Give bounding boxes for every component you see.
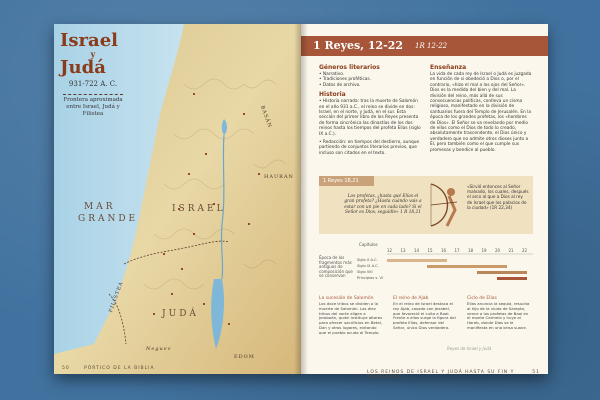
label-neguev: Neguev xyxy=(146,346,172,352)
section-subtitle: 1R 12-22 xyxy=(415,42,448,50)
label-juda: JUDÁ xyxy=(162,309,199,319)
map-dates: 931-722 A. C. xyxy=(68,80,118,88)
note-elias-text: Elías anuncia la sequía, resucita al hijo de la viuda de Sarepta, vence a los profetas de Baal en el monte Carmelo y huye al Horeb, donde Dios se le manifiesta en una brisa suave. xyxy=(467,301,530,330)
label-filistea: FILISTEA xyxy=(107,280,125,314)
right-page-number: 51 xyxy=(532,370,540,375)
timeline-row-label: Siglo X A.C. xyxy=(357,258,378,262)
timeline-label-fragmentos: Época de los fragmentos más antiguos de composición que se conservan xyxy=(319,255,353,279)
note-salomon-title: La sucesión de Salomón xyxy=(319,296,374,301)
note-ajab-text: En el reino de Israel destaca el rey Ajab, casado con Jezabel, que favoreció el culto a Baal. Frente a ellos surge la figura del profeta Elías, defensor del Señor, único Dios verdadero. xyxy=(393,301,456,330)
timeline-tick: 12 xyxy=(387,248,393,253)
label-hauran: HAURÁN xyxy=(264,174,294,180)
map-title-juda: Judá xyxy=(60,57,106,78)
timeline-tick: 22 xyxy=(522,248,528,253)
map-legend: Frontera aproximada entre Israel, Judá y Filistea xyxy=(63,97,123,117)
quote-banner xyxy=(319,176,533,234)
note-elias xyxy=(467,296,531,331)
timeline-tick: 20 xyxy=(495,248,501,253)
note-ajab-title: El reino de Ajab xyxy=(393,296,429,301)
label-grande: GRANDE xyxy=(78,214,139,224)
timeline-tick: 13 xyxy=(400,248,406,253)
label-israel: ISRAEL xyxy=(172,204,226,214)
right-footer-text: LOS REINOS DE ISRAEL Y JUDÁ HASTA SU FIN Y DESTIERRO xyxy=(367,370,515,380)
footnotes xyxy=(319,296,533,356)
column-right xyxy=(430,64,533,156)
map-title-israel: Israel xyxy=(60,30,118,51)
timeline-tick: 18 xyxy=(468,248,474,253)
map-title xyxy=(60,32,126,77)
legend-border-sample xyxy=(63,94,123,95)
note-salomon-text: Los doce tribus se dividen a la muerte de Salomón. Las diez tribus del norte eligen a Jeroboán, quien instituye altares para ofrecer sacrificios en Betel, Dan y otros lugares, evitando que el pueblo acuda al Templo. xyxy=(319,301,383,335)
note-elias-title: Ciclo de Elías xyxy=(467,296,497,301)
banner-quote xyxy=(343,194,423,216)
timeline-tick: 21 xyxy=(508,248,514,253)
ensenanza-text: La vida de cada rey de Israel o Judá es juzgada en función de si obedeció a Dios o, por el contrario, «hizo el mal a los ojos del Señor». Dios es la medida del bien y del mal. La división del reino, más allá de sus consecuencias políticas, conlleva un cisma religioso, manifestado en la división de santuarios fuera del Templo de Jerusalén. En la época de los grandes profetas, los «hombres de Dios». El Señor se va revelando por medio de ellos como el Dios de todo lo creado, absolutamente trascendente, el Dios único y verdadero que no admite otros dioses junto a Él, pero también como el que cumple sus promesas y bendice al pueblo. xyxy=(430,72,532,153)
chapter-timeline xyxy=(319,242,533,288)
label-mar: MAR xyxy=(84,202,116,212)
timeline-tick: 16 xyxy=(441,248,447,253)
book-gutter xyxy=(294,24,308,374)
label-edom: EDOM xyxy=(234,354,255,360)
section-title-bar xyxy=(301,36,548,56)
heading-ensenanza: Enseñanza xyxy=(430,64,467,71)
archer-illustration xyxy=(427,180,465,230)
historia-narrada: • Historia narrada: tras la muerte de Salomón en el año 931 a.C., el reino se divide en dos: Israel, en el norte, y Judá, en el sur. Esta sección del primer libro de los Reyes presenta de forma sincrónica las dinastías de los dos reinos hasta los tiempos del profeta Elías (siglo IX a.C.). xyxy=(319,99,421,137)
timeline-tick: 15 xyxy=(427,248,433,253)
timeline-row-label: Principios s. VI xyxy=(357,276,384,280)
label-basan: BASÁN xyxy=(258,104,273,130)
open-book xyxy=(54,24,548,380)
left-page-footer: PÓRTICO DE LA BIBLIA xyxy=(84,366,155,371)
banner-tag-label: 1 Reyes 18,21 xyxy=(323,178,359,184)
generos-list: • Narrativo. • Tradiciones proféticas. • Datos de archivo. xyxy=(319,72,372,88)
timeline-tick: 19 xyxy=(481,248,487,253)
timeline-tick: 17 xyxy=(454,248,460,253)
banner-side-text: «Sirvió entonces al Señor malvado, los cuales, después el arco al que a Dios al rey de Israel que los palacios de la ciudad» (1R 22,34) xyxy=(467,184,529,210)
note-ajab xyxy=(393,296,457,331)
left-page-number: 50 xyxy=(62,366,70,371)
timeline-tick: 14 xyxy=(414,248,420,253)
timeline-label-capitulos: Capítulos xyxy=(359,242,378,247)
banner-quote-ref: 1 R 18,21 xyxy=(400,210,422,216)
timeline-bars xyxy=(387,250,533,288)
timeline-row-label: Siglo VIII xyxy=(357,270,373,274)
section-title: 1 Reyes, 12-22 xyxy=(313,39,404,52)
historia-redaccion: • Redacción: en tiempos del destierro, aunque partiendo de conjuntos literarios previos, que incluso son citados en el texto. xyxy=(319,140,420,156)
banner-tag xyxy=(319,176,374,186)
note-salomon xyxy=(319,296,383,336)
heading-generos: Géneros literarios xyxy=(319,64,380,71)
left-page-map xyxy=(54,24,301,374)
heading-historia: Historia xyxy=(319,91,346,99)
column-left xyxy=(319,64,422,159)
map-title-y: y xyxy=(90,49,96,59)
banner-quote-text: Los profetas, ¿hasta qué Elías el gran profeta? ¿Hasta cuándo vais a estar con un pie en cada lado? Si el Señor es Dios, seguidle» xyxy=(344,194,422,216)
right-page-text xyxy=(301,24,548,380)
map-title-box xyxy=(60,32,126,118)
footer-note: Reyes de Israel y Judá xyxy=(447,346,492,351)
timeline-row-label: Siglo IX A.C. xyxy=(357,264,379,268)
